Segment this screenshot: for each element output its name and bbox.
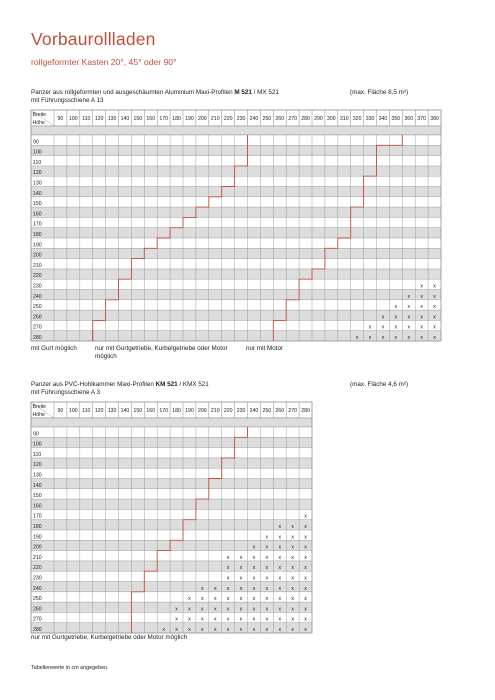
- header-width-170: 170: [159, 408, 168, 414]
- header-width-380: 380: [430, 116, 439, 122]
- cell-cross: x: [291, 596, 294, 603]
- cell-cross: x: [278, 534, 282, 541]
- header-width-150: 150: [133, 408, 143, 414]
- cell-cross: x: [304, 544, 307, 551]
- row-height-210: 210: [33, 554, 42, 561]
- cell-cross: x: [252, 606, 256, 613]
- row-band: [31, 468, 312, 478]
- cell-cross: x: [252, 616, 256, 623]
- cell-cross: x: [239, 606, 243, 613]
- cell-cross: x: [188, 627, 191, 633]
- corner-label-height: Höhe: [32, 120, 45, 126]
- header-width-180: 180: [172, 116, 181, 122]
- header-width-230: 230: [236, 408, 246, 414]
- row-band: [31, 612, 312, 622]
- row-band: [31, 571, 312, 581]
- row-height-230: 230: [33, 575, 42, 582]
- cell-cross: x: [291, 585, 294, 592]
- cell-cross: x: [278, 544, 282, 551]
- cell-cross: x: [226, 606, 230, 613]
- row-height-260: 260: [33, 606, 42, 613]
- row-height-250: 250: [33, 304, 42, 311]
- row-height-140: 140: [33, 190, 42, 197]
- cell-cross: x: [304, 616, 307, 623]
- cell-cross: x: [420, 314, 423, 321]
- cell-cross: x: [420, 283, 423, 290]
- cell-cross: x: [394, 314, 398, 321]
- table1-max-area: (max. Fläche 8,5 m²): [350, 89, 409, 96]
- header-width-320: 320: [352, 116, 362, 122]
- cell-cross: x: [226, 616, 230, 623]
- header-width-120: 120: [94, 116, 104, 122]
- row-height-200: 200: [33, 544, 42, 551]
- row-height-230: 230: [33, 283, 42, 290]
- cell-cross: x: [433, 335, 436, 341]
- row-height-160: 160: [33, 211, 42, 218]
- table1-caption-suffix: / MX 521: [251, 89, 279, 96]
- page-subtitle: rollgeformter Kasten 20°, 45° oder 90°: [31, 57, 177, 67]
- table2-legend: nur mit Gurtgetriebe, Kurbelgetriebe oder Motor möglich: [31, 634, 188, 641]
- row-height-160: 160: [33, 503, 42, 510]
- cell-cross: x: [265, 554, 269, 561]
- cell-cross: x: [188, 616, 191, 623]
- header-width-200: 200: [198, 408, 207, 414]
- row-band: [31, 458, 312, 468]
- cell-cross: x: [278, 554, 282, 561]
- cell-cross: x: [226, 596, 230, 603]
- cell-cross: x: [420, 304, 423, 311]
- row-band: [31, 561, 312, 571]
- table1-caption-bold: M 521: [234, 89, 252, 96]
- row-height-150: 150: [33, 201, 42, 208]
- row-band: [31, 520, 312, 530]
- cell-cross: x: [407, 324, 411, 331]
- cell-cross: x: [278, 627, 282, 633]
- cell-cross: x: [291, 554, 294, 561]
- header-width-360: 360: [404, 116, 414, 122]
- row-band: [31, 592, 312, 602]
- row-band: [31, 448, 312, 458]
- cell-cross: x: [304, 585, 307, 592]
- row-height-90: 90: [33, 431, 39, 438]
- cell-cross: x: [265, 606, 269, 613]
- cell-cross: x: [265, 585, 269, 592]
- cell-cross: x: [304, 627, 307, 633]
- cell-cross: x: [291, 616, 294, 623]
- cell-cross: x: [201, 585, 204, 592]
- cell-cross: x: [407, 314, 411, 321]
- header-width-190: 190: [185, 408, 194, 414]
- cell-cross: x: [252, 575, 256, 582]
- row-band: [31, 530, 312, 540]
- cell-cross: x: [175, 606, 178, 613]
- header-width-370: 370: [417, 116, 426, 122]
- row-height-190: 190: [33, 242, 42, 249]
- cell-cross: x: [239, 596, 243, 603]
- row-height-170: 170: [33, 221, 42, 228]
- header-width-170: 170: [159, 116, 168, 122]
- row-height-220: 220: [33, 565, 42, 572]
- header-width-250: 250: [262, 116, 272, 122]
- row-height-240: 240: [33, 585, 42, 592]
- cell-cross: x: [239, 554, 243, 561]
- cell-cross: x: [433, 293, 436, 300]
- row-band: [31, 582, 312, 592]
- row-height-100: 100: [33, 149, 42, 156]
- row-height-250: 250: [33, 596, 42, 603]
- row-band: [31, 540, 312, 550]
- cell-cross: x: [265, 544, 269, 551]
- table1-caption-line2: mit Führungsschiene A 13: [31, 97, 104, 105]
- header-width-90: 90: [57, 116, 64, 122]
- cell-cross: x: [239, 627, 243, 633]
- cell-cross: x: [394, 304, 398, 311]
- header-width-100: 100: [69, 408, 78, 414]
- cell-cross: x: [213, 627, 217, 633]
- cell-cross: x: [291, 534, 294, 541]
- cell-cross: x: [407, 304, 411, 311]
- header-width-280: 280: [301, 408, 310, 414]
- row-band: [31, 551, 312, 561]
- row-band: [31, 489, 312, 499]
- header-width-240: 240: [249, 116, 259, 122]
- corner-label-width: Breite: [32, 112, 47, 118]
- row-height-170: 170: [33, 513, 42, 520]
- cell-cross: x: [420, 335, 423, 341]
- table2-caption-suffix: / KMX 521: [177, 381, 209, 388]
- cell-cross: x: [291, 565, 294, 572]
- table2-caption-prefix: Panzer aus PVC-Hohlkammer Maxi-Profilen: [31, 381, 156, 388]
- row-height-110: 110: [33, 451, 42, 458]
- row-height-100: 100: [33, 441, 42, 448]
- cell-cross: x: [304, 596, 307, 603]
- header-width-130: 130: [107, 408, 117, 414]
- row-band: [31, 623, 312, 633]
- cell-cross: x: [407, 293, 411, 300]
- header-width-160: 160: [146, 408, 156, 414]
- header-width-230: 230: [236, 116, 246, 122]
- row-band: [31, 509, 312, 519]
- cell-cross: x: [278, 616, 282, 623]
- table2-caption-line2: mit Führungsschiene A 3: [31, 389, 100, 397]
- header-width-300: 300: [327, 116, 336, 122]
- cell-cross: x: [226, 554, 230, 561]
- cell-cross: x: [291, 627, 294, 633]
- row-height-120: 120: [33, 170, 42, 177]
- row-height-210: 210: [33, 262, 42, 269]
- header-width-110: 110: [82, 116, 91, 122]
- cell-cross: x: [239, 616, 243, 623]
- table1-caption-prefix: Panzer aus rollgeformten und ausgeschäumten Aluminium Maxi-Profilen: [31, 89, 235, 96]
- header-width-280: 280: [301, 116, 310, 122]
- corner-label-width: Breite: [32, 404, 47, 410]
- header-spacer: [31, 418, 312, 427]
- row-band: [31, 427, 312, 437]
- cell-cross: x: [188, 606, 191, 613]
- cell-cross: x: [291, 544, 294, 551]
- cell-cross: x: [407, 335, 411, 341]
- row-height-270: 270: [33, 616, 42, 623]
- header-width-220: 220: [223, 116, 233, 122]
- row-height-220: 220: [33, 273, 42, 280]
- cell-cross: x: [381, 314, 385, 321]
- cell-cross: x: [201, 606, 204, 613]
- row-height-130: 130: [33, 180, 42, 187]
- cell-cross: x: [433, 314, 436, 321]
- header-width-100: 100: [69, 116, 78, 122]
- row-height-270: 270: [33, 324, 42, 331]
- cell-cross: x: [420, 293, 423, 300]
- header-width-160: 160: [146, 116, 156, 122]
- header-width-270: 270: [288, 116, 297, 122]
- cell-cross: x: [188, 596, 191, 603]
- header-width-140: 140: [120, 408, 130, 414]
- cell-cross: x: [226, 627, 230, 633]
- cell-cross: x: [278, 524, 282, 530]
- cell-cross: x: [213, 596, 217, 603]
- header-width-110: 110: [82, 408, 91, 414]
- cell-cross: x: [304, 534, 307, 541]
- cell-cross: x: [381, 335, 385, 341]
- table2-max-area: (max. Fläche 4,6 m²): [350, 381, 409, 388]
- row-height-280: 280: [33, 335, 42, 341]
- cell-cross: x: [381, 324, 385, 331]
- header-width-260: 260: [275, 408, 285, 414]
- header-width-250: 250: [262, 408, 272, 414]
- cell-cross: x: [265, 627, 269, 633]
- header-width-210: 210: [210, 116, 220, 122]
- row-height-240: 240: [33, 293, 42, 300]
- cell-cross: x: [278, 575, 282, 582]
- cell-cross: x: [239, 565, 243, 572]
- cell-cross: x: [213, 616, 217, 623]
- cell-cross: x: [304, 575, 307, 582]
- header-width-240: 240: [249, 408, 259, 414]
- row-height-140: 140: [33, 482, 42, 489]
- cell-cross: x: [304, 565, 307, 572]
- cell-cross: x: [213, 585, 217, 592]
- header-width-270: 270: [288, 408, 297, 414]
- row-height-90: 90: [33, 139, 39, 146]
- row-band: [31, 499, 312, 509]
- row-band: [31, 479, 312, 489]
- cell-cross: x: [265, 616, 269, 623]
- header-width-340: 340: [378, 116, 388, 122]
- cell-cross: x: [304, 554, 307, 561]
- cell-cross: x: [175, 616, 178, 623]
- cell-cross: x: [433, 324, 436, 331]
- cell-cross: x: [265, 596, 269, 603]
- table1-legend-motor: nur mit Motor: [246, 345, 284, 352]
- cell-cross: x: [175, 627, 178, 633]
- row-height-280: 280: [33, 627, 42, 633]
- cell-cross: x: [394, 335, 398, 341]
- cell-cross: x: [252, 627, 256, 633]
- header-width-290: 290: [314, 116, 323, 122]
- cell-cross: x: [291, 606, 294, 613]
- header-width-120: 120: [94, 408, 104, 414]
- cell-cross: x: [291, 575, 294, 582]
- cell-cross: x: [433, 304, 436, 311]
- cell-cross: x: [355, 335, 359, 341]
- footnote: Tabellenwerte in cm angegeben.: [31, 665, 109, 671]
- cell-cross: x: [252, 565, 256, 572]
- row-height-200: 200: [33, 252, 42, 259]
- cell-cross: x: [239, 585, 243, 592]
- cell-cross: x: [252, 544, 256, 551]
- cell-cross: x: [252, 554, 256, 561]
- cell-cross: x: [201, 616, 204, 623]
- cell-cross: x: [201, 627, 204, 633]
- cell-cross: x: [291, 524, 294, 530]
- cell-cross: x: [265, 565, 269, 572]
- header-width-310: 310: [339, 116, 349, 122]
- row-height-180: 180: [33, 524, 42, 530]
- row-height-130: 130: [33, 472, 42, 479]
- cell-cross: x: [278, 585, 282, 592]
- cell-cross: x: [162, 627, 165, 633]
- row-height-260: 260: [33, 314, 42, 321]
- header-width-190: 190: [185, 116, 194, 122]
- header-width-260: 260: [275, 116, 285, 122]
- cell-cross: x: [304, 513, 307, 520]
- cell-cross: x: [239, 575, 243, 582]
- row-height-120: 120: [33, 462, 42, 469]
- header-width-330: 330: [365, 116, 375, 122]
- page-title: Vorbaurollladen: [31, 29, 156, 49]
- cell-cross: x: [226, 585, 230, 592]
- table1-legend-belt: mit Gurt möglich: [31, 345, 77, 352]
- cell-cross: x: [226, 575, 230, 582]
- header-width-350: 350: [391, 116, 401, 122]
- cell-cross: x: [368, 324, 372, 331]
- cell-cross: x: [304, 524, 307, 530]
- cell-cross: x: [252, 596, 256, 603]
- header-width-130: 130: [107, 116, 117, 122]
- header-width-220: 220: [223, 408, 233, 414]
- header-width-90: 90: [57, 408, 64, 414]
- cell-cross: x: [368, 335, 372, 341]
- row-height-150: 150: [33, 493, 42, 500]
- table2-caption-bold: KM 521: [155, 381, 178, 388]
- cell-cross: x: [433, 283, 436, 290]
- cell-cross: x: [213, 606, 217, 613]
- row-height-110: 110: [33, 159, 42, 166]
- cell-cross: x: [265, 575, 269, 582]
- row-band: [31, 602, 312, 612]
- cell-cross: x: [252, 585, 256, 592]
- cell-cross: x: [420, 324, 423, 331]
- corner-label-height: Höhe: [32, 412, 45, 418]
- header-width-140: 140: [120, 116, 130, 122]
- header-width-150: 150: [133, 116, 143, 122]
- header-width-210: 210: [210, 408, 220, 414]
- cell-cross: x: [226, 565, 230, 572]
- row-band: [31, 437, 312, 447]
- cell-cross: x: [278, 565, 282, 572]
- cell-cross: x: [304, 606, 307, 613]
- row-height-180: 180: [33, 232, 42, 238]
- cell-cross: x: [265, 534, 269, 541]
- header-width-180: 180: [172, 408, 181, 414]
- cell-cross: x: [394, 324, 398, 331]
- cell-cross: x: [278, 606, 282, 613]
- row-height-190: 190: [33, 534, 42, 541]
- cell-cross: x: [201, 596, 204, 603]
- header-width-200: 200: [198, 116, 207, 122]
- table1-legend-gear: nur mit Gurtgetriebe, Kurbelgetriebe oder Motor möglich: [95, 345, 228, 361]
- cell-cross: x: [278, 596, 282, 603]
